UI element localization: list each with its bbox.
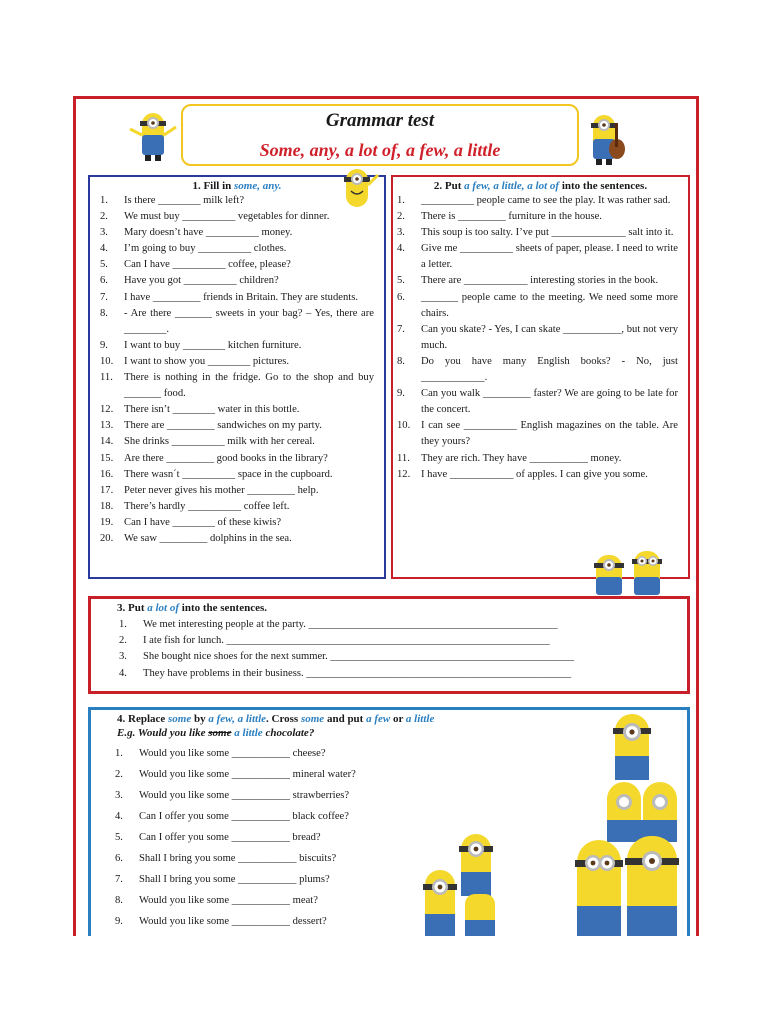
item-text: Can you skate? - Yes, I can skate ___________, but not very much. <box>421 323 678 351</box>
item-text: Would you like some ___________ dessert? <box>139 916 327 927</box>
list-item <box>119 617 647 633</box>
minion-tower-icon <box>571 710 693 936</box>
list-item <box>115 743 445 764</box>
item-number: 10. <box>100 355 114 367</box>
item-text: __________ people came to see the play. It was rather sad. <box>421 195 671 206</box>
list-item <box>397 241 678 273</box>
list-item <box>100 225 374 241</box>
item-text: There is nothing in the fridge. Go to the shop and buy _______ food. <box>124 372 374 400</box>
page-title: Grammar test <box>325 110 435 131</box>
item-number: 5. <box>397 275 405 287</box>
list-item <box>100 370 374 402</box>
item-text: Are there _________ good books in the library? <box>124 452 328 464</box>
item-number: 7. <box>115 874 123 885</box>
item-number: 5. <box>100 259 108 271</box>
list-item <box>100 354 374 370</box>
item-text: There’s hardly __________ coffee left. <box>124 500 290 512</box>
item-text: I can see __________ English magazines on the table. Are they yours? <box>421 420 678 448</box>
item-text: This soup is too salty. I’ve put ______________ salt into it. <box>421 227 674 239</box>
list-item <box>397 322 678 354</box>
item-text: I have _________ friends in Britain. They are students. <box>124 291 358 303</box>
list-item <box>100 418 374 434</box>
item-number: 8. <box>397 355 405 367</box>
item-number: 9. <box>397 388 405 400</box>
item-number: 1. <box>100 195 108 206</box>
item-text: Can I offer you some ___________ bread? <box>139 832 321 843</box>
item-number: 1. <box>119 619 127 630</box>
item-number: 9. <box>100 339 108 351</box>
list-item <box>115 911 445 932</box>
list-item <box>119 649 647 665</box>
section-4-list <box>91 740 445 932</box>
list-item <box>115 869 445 890</box>
item-text: Shall I bring you some ___________ plums? <box>139 874 330 885</box>
item-text: Would you like some ___________ meat? <box>139 895 318 906</box>
item-number: 3. <box>100 227 108 239</box>
item-text: Shall I bring you some ___________ biscuits? <box>139 853 337 864</box>
item-number: 8. <box>115 895 123 906</box>
list-item <box>100 273 374 289</box>
list-item <box>100 209 374 225</box>
list-item <box>100 402 374 418</box>
item-text: Can you walk _________ faster? We are going to be late for the concert. <box>421 388 678 416</box>
item-text: I’m going to buy __________ clothes. <box>124 243 287 255</box>
item-number: 16. <box>100 468 114 480</box>
list-item <box>115 806 445 827</box>
item-number: 11. <box>397 452 410 464</box>
list-item <box>397 354 678 386</box>
item-number: 14. <box>100 436 114 448</box>
item-number: 20. <box>100 532 114 544</box>
item-number: 10. <box>397 420 411 432</box>
minion-pair-icon <box>590 545 670 597</box>
minion-small-icon <box>334 165 380 209</box>
section-3-box <box>88 596 690 694</box>
worksheet-page <box>73 96 699 936</box>
list-item <box>100 290 374 306</box>
minion-group-small-icon <box>421 830 511 936</box>
list-item <box>397 418 678 450</box>
item-text: I have ____________ of apples. I can give you some. <box>421 468 648 480</box>
item-text: - Are there _______ sweets in your bag? – Yes, there are ________. <box>124 307 374 335</box>
item-number: 13. <box>100 420 114 432</box>
item-number: 2. <box>119 635 127 647</box>
section-1-box <box>88 175 386 579</box>
item-number: 1. <box>397 195 405 206</box>
item-text: There are ____________ interesting stories in the book. <box>421 275 659 287</box>
item-number: 7. <box>397 323 405 335</box>
list-item <box>100 451 374 467</box>
example-sentence: E.g. Would you like some a little chocolate? <box>117 727 315 739</box>
item-text: Would you like some ___________ mineral water? <box>139 769 356 780</box>
item-number: 6. <box>397 291 405 303</box>
item-text: They are rich. They have ___________ money. <box>421 452 622 464</box>
item-text: Do you have many English books? - No, just ____________. <box>421 355 678 384</box>
page-subtitle: Some, any, a lot of, a few, a little <box>259 140 501 160</box>
item-text: She bought nice shoes for the next summer. ______________________________________________ <box>143 651 575 663</box>
item-number: 11. <box>100 372 113 384</box>
list-item <box>100 515 374 531</box>
list-item <box>100 193 374 209</box>
list-item <box>100 467 374 483</box>
item-text: She drinks __________ milk with her cereal. <box>124 436 315 448</box>
item-number: 4. <box>115 811 123 822</box>
list-item <box>115 827 445 848</box>
list-item <box>119 633 647 649</box>
item-number: 2. <box>115 769 123 780</box>
item-number: 3. <box>115 790 123 801</box>
item-number: 12. <box>100 404 114 416</box>
section-2-box <box>391 175 690 579</box>
item-number: 4. <box>100 243 108 255</box>
list-item <box>397 386 678 418</box>
item-text: Would you like some ___________ cheese? <box>139 748 326 759</box>
list-item <box>397 209 678 225</box>
title-box <box>181 104 579 166</box>
item-number: 8. <box>100 307 108 319</box>
list-item <box>397 290 678 322</box>
item-number: 3. <box>119 651 127 663</box>
list-item <box>115 848 445 869</box>
list-item <box>115 785 445 806</box>
item-text: _______ people came to the meeting. We need some more chairs. <box>421 291 678 319</box>
item-text: Can I have __________ coffee, please? <box>124 259 291 271</box>
list-item <box>100 531 374 547</box>
list-item <box>115 890 445 911</box>
section-1-heading: 1. Fill in some, any. <box>192 180 282 192</box>
item-text: Mary doesn’t have __________ money. <box>124 227 293 239</box>
item-number: 7. <box>100 291 108 303</box>
section-2-list <box>393 193 688 483</box>
item-text: Give me __________ sheets of paper, please. I need to write a letter. <box>421 243 678 271</box>
list-item <box>100 306 374 338</box>
item-number: 9. <box>115 916 123 927</box>
item-text: There is _________ furniture in the house. <box>421 211 602 223</box>
item-text: We saw _________ dolphins in the sea. <box>124 532 292 544</box>
section-3-list <box>91 615 687 682</box>
list-item <box>100 499 374 515</box>
item-number: 5. <box>115 832 123 843</box>
item-text: I want to show you ________ pictures. <box>124 355 290 367</box>
item-text: Can I have ________ of these kiwis? <box>124 516 282 528</box>
item-text: We met interesting people at the party. _______________________________________________ <box>143 619 558 630</box>
section-1-list <box>90 193 384 547</box>
item-number: 17. <box>100 484 114 496</box>
item-number: 2. <box>100 211 108 223</box>
item-text: I ate fish for lunch. _____________________________________________________________ <box>143 635 550 647</box>
item-number: 18. <box>100 500 114 512</box>
list-item <box>100 338 374 354</box>
item-number: 1. <box>115 748 123 759</box>
item-text: I want to buy ________ kitchen furniture. <box>124 339 302 351</box>
item-number: 15. <box>100 452 114 464</box>
list-item <box>397 225 678 241</box>
item-text: Have you got __________ children? <box>124 275 279 287</box>
item-number: 19. <box>100 516 114 528</box>
list-item <box>100 241 374 257</box>
item-text: There are _________ sandwiches on my party. <box>124 420 322 432</box>
item-number: 3. <box>397 227 405 239</box>
section-2-heading: 2. Put a few, a little, a lot of into the sentences. <box>433 180 648 192</box>
minion-top-left-icon <box>128 105 178 165</box>
list-item <box>119 666 647 682</box>
item-number: 12. <box>397 468 411 480</box>
section-3-heading: 3. Put a lot of into the sentences. <box>117 602 268 614</box>
list-item <box>100 257 374 273</box>
item-text: Would you like some ___________ strawberries? <box>139 790 350 801</box>
item-number: 6. <box>100 275 108 287</box>
item-text: There isn’t ________ water in this bottle. <box>124 404 300 416</box>
list-item <box>100 434 374 450</box>
item-text: Is there ________ milk left? <box>124 195 245 206</box>
item-number: 4. <box>119 667 127 679</box>
list-item <box>100 483 374 499</box>
section-4-box <box>88 707 690 936</box>
item-text: There wasn´t __________ space in the cupboard. <box>124 468 333 480</box>
list-item <box>397 193 678 209</box>
minion-guitar-icon <box>581 109 631 169</box>
item-text: Can I offer you some ___________ black coffee? <box>139 811 349 822</box>
item-text: We must buy __________ vegetables for dinner. <box>124 211 330 223</box>
section-4-heading: 4. Replace some by a few, a little. Cross some and put a few or a little <box>117 713 435 725</box>
list-item <box>397 467 678 483</box>
item-text: Peter never gives his mother _________ help. <box>124 484 319 496</box>
item-text: They have problems in their business. __________________________________________________ <box>143 667 572 679</box>
item-number: 6. <box>115 853 123 864</box>
list-item <box>397 451 678 467</box>
item-number: 4. <box>397 243 405 255</box>
list-item <box>397 273 678 289</box>
list-item <box>115 764 445 785</box>
item-number: 2. <box>397 211 405 223</box>
